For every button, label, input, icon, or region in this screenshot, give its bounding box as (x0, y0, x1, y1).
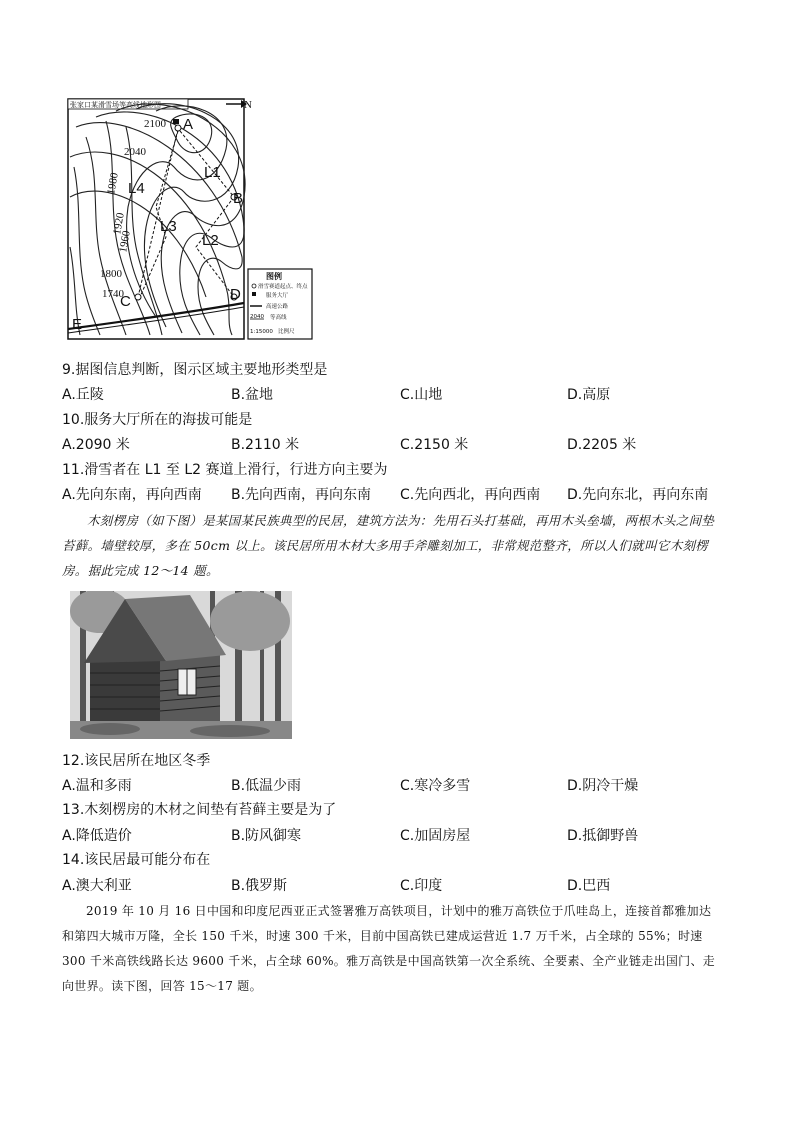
q14-option-d[interactable]: D.巴西 (567, 878, 611, 894)
elev-1980: 1980 (105, 171, 121, 196)
legend-item-hall: 服务大厅 (266, 293, 289, 299)
elev-2100: 2100 (144, 118, 166, 130)
segment-l4: L4 (128, 180, 145, 197)
question-9-stem: 9.据图信息判断，图示区域主要地形类型是 (62, 362, 328, 378)
q12-option-d[interactable]: D.阴冷干燥 (567, 778, 639, 794)
q9-option-c[interactable]: C.山地 (400, 387, 443, 403)
point-d: D (230, 286, 241, 303)
topographic-map (66, 97, 316, 343)
legend-item-contour: 等高线 (270, 315, 287, 321)
q11-option-b[interactable]: B.先向西南，再向东南 (231, 487, 372, 503)
point-e: E (72, 316, 83, 333)
point-b: B (233, 190, 244, 207)
question-10-stem: 10.服务大厅所在的海拔可能是 (62, 412, 253, 428)
q12-option-a[interactable]: A.温和多雨 (62, 778, 132, 794)
q14-option-a[interactable]: A.澳大利亚 (62, 878, 132, 894)
segment-l1: L1 (204, 164, 221, 181)
q14-option-b[interactable]: B.俄罗斯 (231, 878, 288, 894)
map-title: 张家口某滑雪场等高线地形图 (70, 101, 161, 109)
q13-option-a[interactable]: A.降低造价 (62, 828, 132, 844)
legend-scale: 1:15000 (250, 329, 273, 335)
q9-option-d[interactable]: D.高原 (567, 387, 611, 403)
segment-l2: L2 (202, 232, 219, 249)
contour-map-svg (66, 97, 316, 343)
elev-1740: 1740 (102, 288, 124, 300)
q10-option-a[interactable]: A.2090 米 (62, 437, 130, 453)
q14-option-c[interactable]: C.印度 (400, 878, 443, 894)
q13-option-d[interactable]: D.抵御野兽 (567, 828, 639, 844)
legend-item-start-end: 滑雪赛道起点、终点 (258, 284, 308, 290)
passage-wooden-house: 木刻楞房（如下图）是某国某民族典型的民居，建筑方法为：先用石头打基础，再用木头垒墙，两根木头之间垫苔藓。墙壁较厚，多在 50cm 以上。该民居所用木材大多用手斧雕刻加工，非常规范整齐，所以人们就叫它木刻楞房。据此完成 12～14 题。 (62, 513, 715, 578)
q13-option-b[interactable]: B.防风御寒 (231, 828, 302, 844)
elev-1800: 1800 (100, 268, 122, 280)
point-c: C (120, 293, 131, 310)
legend-item-highway: 高速公路 (266, 304, 289, 310)
q10-option-d[interactable]: D.2205 米 (567, 437, 637, 453)
question-14-stem: 14.该民居最可能分布在 (62, 852, 211, 868)
q12-option-b[interactable]: B.低温少雨 (231, 778, 302, 794)
legend-title: 图例 (266, 272, 282, 281)
question-12-stem: 12.该民居所在地区冬季 (62, 753, 211, 769)
log-house-photo (70, 591, 292, 739)
q11-option-c[interactable]: C.先向西北，再向西南 (400, 487, 541, 503)
q12-option-c[interactable]: C.寒冷多雪 (400, 778, 471, 794)
q9-option-b[interactable]: B.盆地 (231, 387, 274, 403)
q10-option-b[interactable]: B.2110 米 (231, 437, 300, 453)
elev-1920: 1920 (111, 211, 127, 236)
elev-2040: 2040 (124, 146, 146, 158)
question-11-stem: 11.滑雪者在 L1 至 L2 赛道上滑行，行进方向主要为 (62, 462, 388, 478)
legend-contour-value: 2040 (250, 314, 264, 320)
north-label: N (244, 99, 252, 111)
q13-option-c[interactable]: C.加固房屋 (400, 828, 471, 844)
passage-jakarta-bandung-hsr: 2019 年 10 月 16 日中国和印度尼西亚正式签署雅万高铁项目，计划中的雅万高铁位于爪哇岛上，连接首都雅加达和第四大城市万隆，全长 150 千米，时速 300 千米，目前中国高铁已建成运营近 1.7 万千米，占全球的 55%；时速 300 千米高铁线路长达 9600 千米，占全球 60%。雅万高铁是中国高铁第一次全系统、全要素、全产业链走出国门、走向世界。读下图，回答 15～17 题。 (62, 904, 716, 993)
elev-1960: 1960 (117, 229, 133, 254)
q11-option-a[interactable]: A.先向东南，再向西南 (62, 487, 202, 503)
point-a: A (183, 116, 194, 133)
q11-option-d[interactable]: D.先向东北，再向东南 (567, 487, 709, 503)
q10-option-c[interactable]: C.2150 米 (400, 437, 469, 453)
question-13-stem: 13.木刻楞房的木材之间垫有苔藓主要是为了 (62, 802, 337, 818)
q9-option-a[interactable]: A.丘陵 (62, 387, 104, 403)
legend-item-scale: 比例尺 (278, 329, 295, 335)
segment-l3: L3 (160, 218, 177, 235)
